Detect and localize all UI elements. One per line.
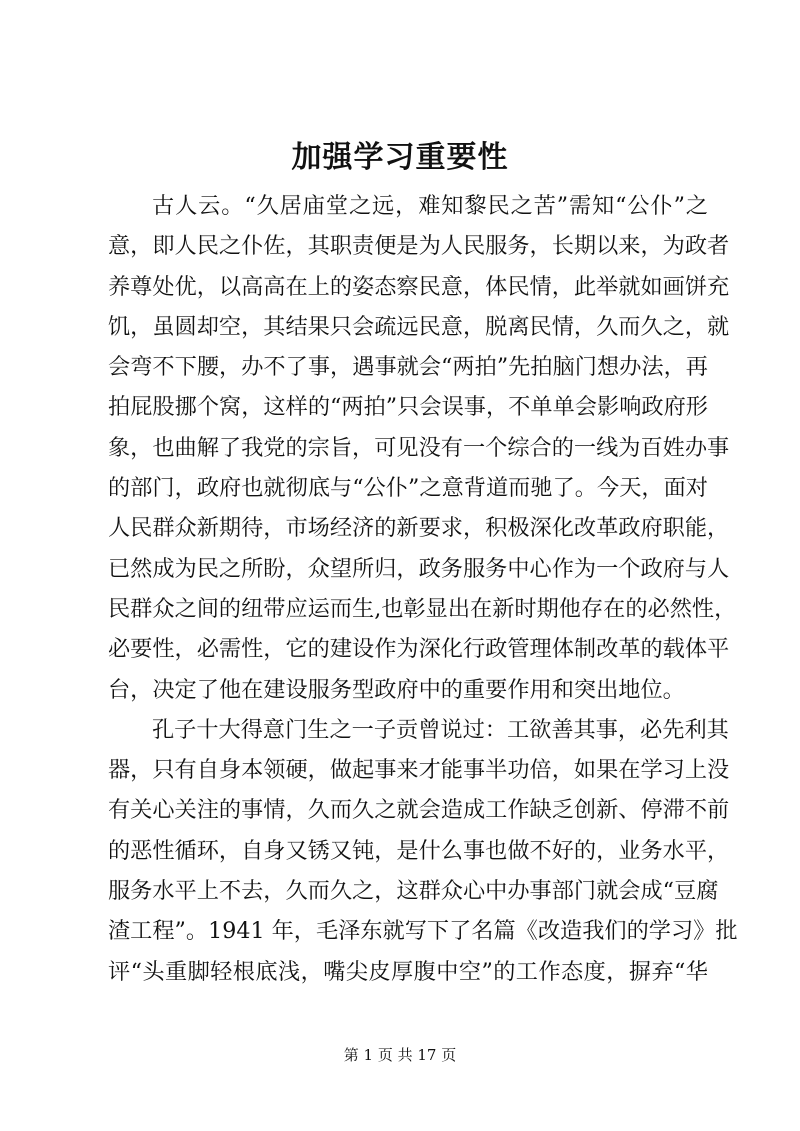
paragraph-1-line: 的部门，政府也就彻底与“公仆”之意背道而驰了。今天，面对 [108, 475, 708, 502]
paragraph-2-line: 的恶性循环，自身又锈又钝，是什么事也做不好的，业务水平， [108, 837, 730, 864]
paragraph-1-line: 民群众之间的纽带应运而生,也彰显出在新时期他存在的必然性， [108, 595, 737, 622]
paragraph-1-line: 意，即人民之仆佐，其职责便是为人民服务，长期以来，为政者 [108, 233, 730, 260]
paragraph-2-line: 评“头重脚轻根底浅，嘴尖皮厚腹中空”的工作态度，摒弃“华 [108, 958, 708, 985]
paragraph-1-line: 台，决定了他在建设服务型政府中的重要作用和突出地位。 [108, 676, 685, 703]
paragraph-1-line: 象，也曲解了我党的宗旨，可见没有一个综合的一线为百姓办事 [108, 434, 730, 461]
paragraph-2-line: 器，只有自身本领硬，做起事来才能事半功倍，如果在学习上没 [108, 757, 730, 784]
document-title: 加强学习重要性 [291, 140, 509, 175]
paragraph-1-line: 饥，虽圆却空，其结果只会疏远民意，脱离民情，久而久之，就 [108, 313, 730, 340]
page-number-footer: 第 1 页 共 17 页 [343, 1046, 457, 1064]
paragraph-1-line: 古人云。“久居庙堂之远，难知黎民之苦”需知“公仆”之 [152, 193, 708, 219]
document-body [108, 186, 738, 992]
paragraph-2-line: 渣工程”。1941 年，毛泽东就写下了名篇《改造我们的学习》批 [108, 918, 738, 945]
paragraph-1-line: 已然成为民之所盼，众望所归，政务服务中心作为一个政府与人 [108, 555, 730, 582]
paragraph-2-line: 服务水平上不去，久而久之，这群众心中办事部门就会成“豆腐 [108, 878, 719, 905]
paragraph-1-line: 人民群众新期待，市场经济的新要求，积极深化改革政府职能， [108, 515, 730, 542]
paragraph-2-line: 孔子十大得意门生之一子贡曾说过：工欲善其事，必先利其 [152, 716, 729, 743]
paragraph-1-line: 养尊处优，以高高在上的姿态察民意，体民情，此举就如画饼充 [108, 273, 730, 300]
paragraph-1-line: 拍屁股挪个窝，这样的“两拍”只会误事，不单单会影响政府形 [108, 394, 708, 421]
paragraph-1-line: 必要性，必需性，它的建设作为深化行政管理体制改革的载体平 [108, 636, 730, 663]
paragraph-1-line: 会弯不下腰，办不了事，遇事就会“两拍”先拍脑门想办法，再 [108, 354, 708, 381]
paragraph-2-line: 有关心关注的事情，久而久之就会造成工作缺乏创新、停滞不前 [108, 797, 730, 824]
